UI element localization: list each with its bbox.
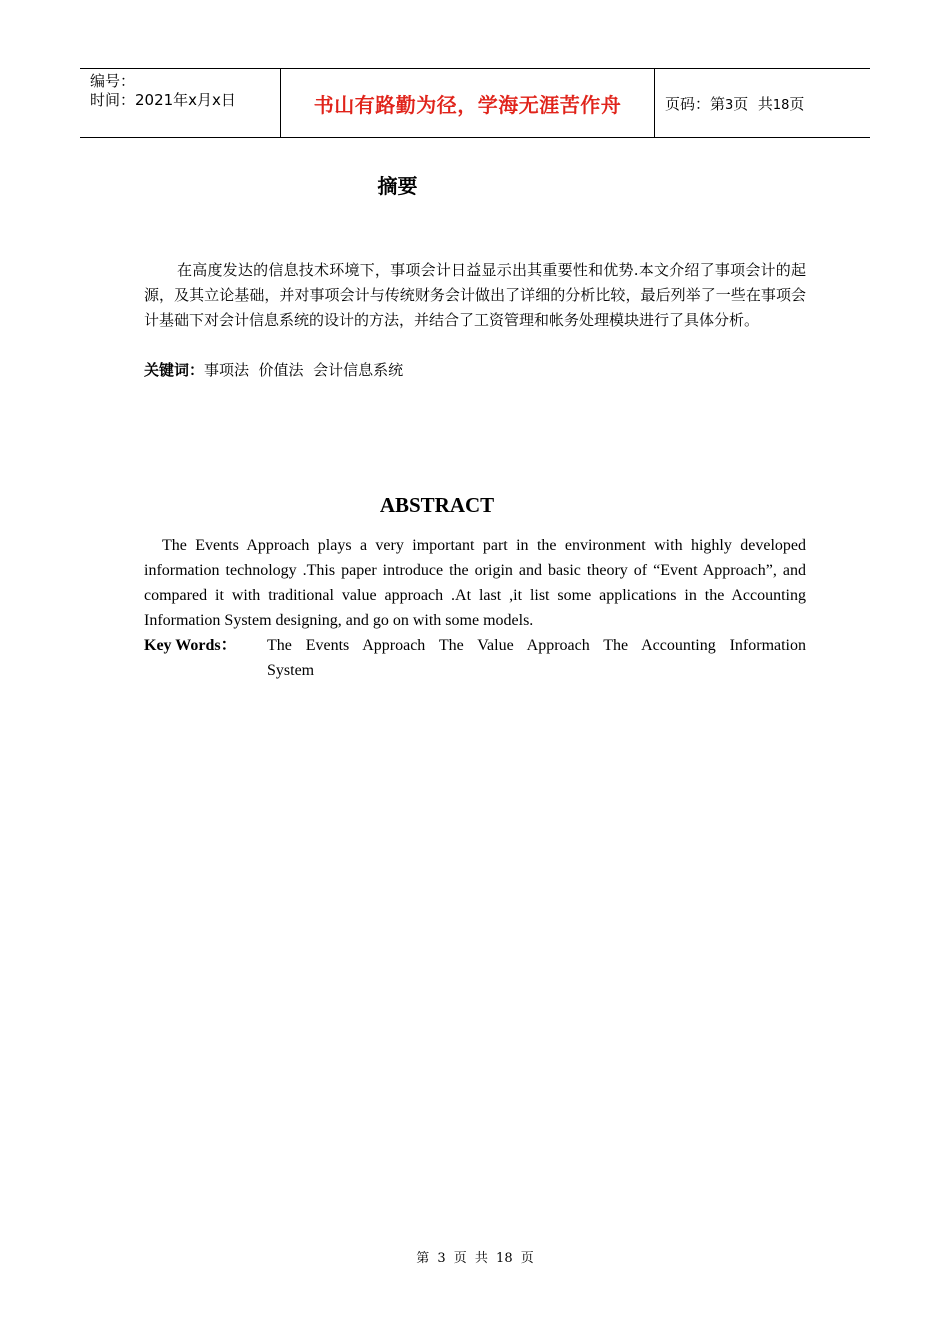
en-keywords-value: The Events Approach The Value Approach The Accounting Information System xyxy=(267,637,806,679)
header-page-info xyxy=(655,69,870,137)
page-mid: 页 共 xyxy=(733,94,773,113)
cn-keywords-value: 事项法 价值法 会计信息系统 xyxy=(204,361,404,379)
page-total: 18 xyxy=(772,97,790,113)
header-meta xyxy=(80,69,281,137)
page-current: 3 xyxy=(725,97,734,113)
serial-label: 编号： xyxy=(90,72,136,90)
en-keywords xyxy=(144,633,806,683)
cn-abstract-title: 摘要 xyxy=(377,174,418,198)
time-label: 时间：2021年x月x日 xyxy=(90,91,236,109)
cn-keywords xyxy=(144,358,806,383)
cn-abstract-body: 在高度发达的信息技术环境下，事项会计日益显示出其重要性和优势.本文介绍了事项会计的起源，及其立论基础，并对事项会计与传统财务会计做出了详细的分析比较，最后列举了一些在事项会计基础下对会计信息系统的设计的方法，并结合了工资管理和帐务处理模块进行了具体分析。 xyxy=(144,261,806,329)
en-abstract-body: The Events Approach plays a very important part in the environment with highly developed information technology .This paper introduce the origin and basic theory of “Event Approach”, and compared it with traditional value approach .At last ,it list some applications in the Accounting Information System designing, and go on with some models. xyxy=(144,537,806,629)
page-footer: 第 3 页 共 18 页 xyxy=(416,1251,534,1266)
page-suffix: 页 xyxy=(789,94,805,113)
en-keywords-label: Key Words： xyxy=(144,637,237,654)
cn-keywords-label: 关键词： xyxy=(144,361,205,379)
en-abstract-title: ABSTRACT xyxy=(379,493,495,517)
header-motto-cell xyxy=(281,69,655,137)
page-header xyxy=(80,68,870,138)
page-prefix: 页码：第 xyxy=(665,94,726,113)
header-motto: 书山有路勤为径，学海无涯苦作舟 xyxy=(313,92,622,117)
